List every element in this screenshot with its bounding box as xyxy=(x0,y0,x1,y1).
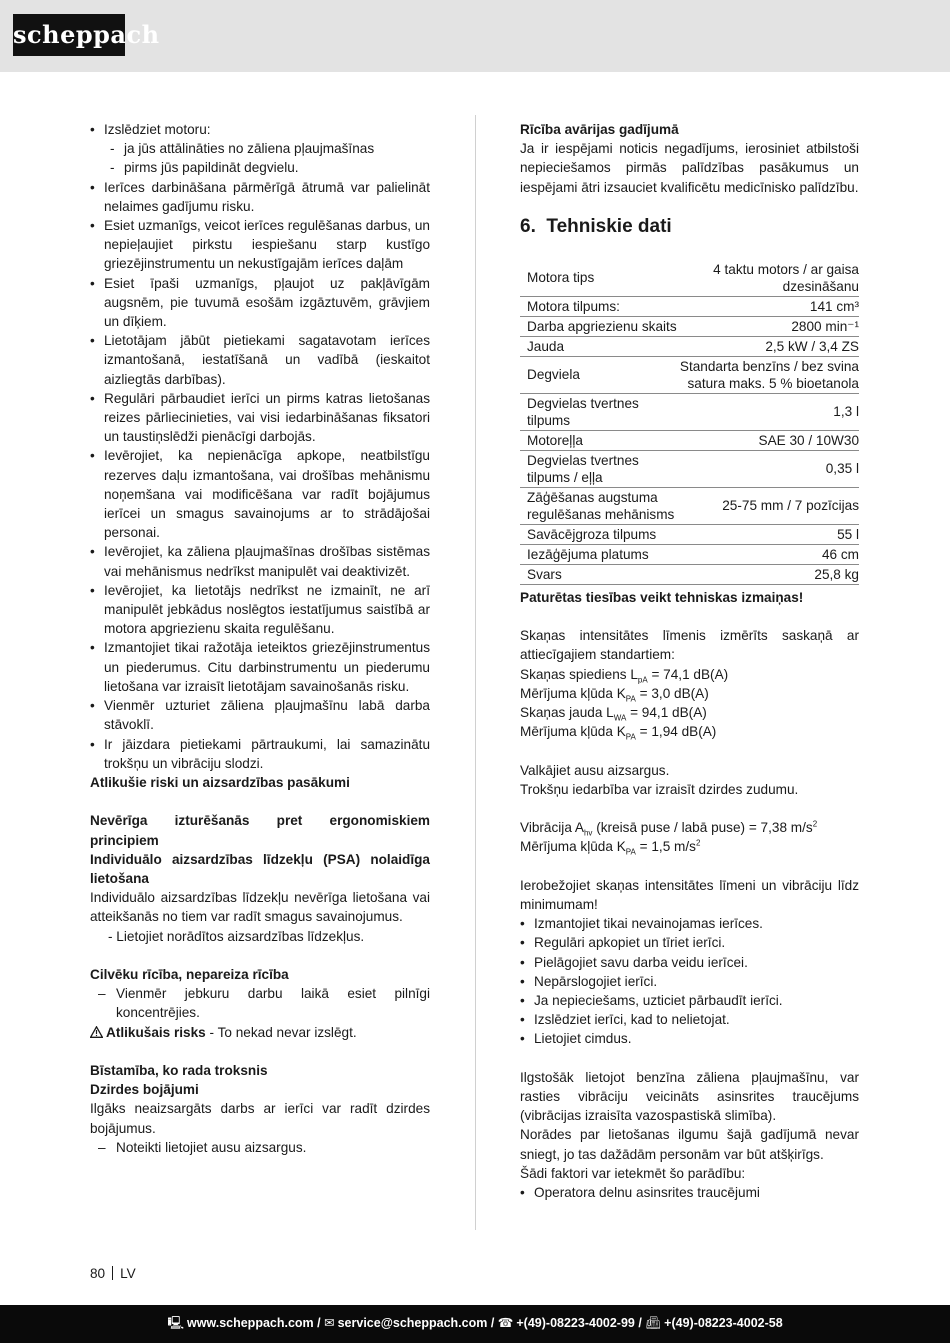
list-item: • Esiet īpaši uzmanīgs, pļaujot uz pakļāvīgām augsnēm, pie tuvumā esošām izgāztuvēm, grāvjiem un dīķiem. xyxy=(90,274,430,332)
safety-list xyxy=(90,120,430,773)
ear-protection: Valkājiet ausu aizsargus. xyxy=(520,762,670,778)
list-item: • Ievērojiet, ka zāliena pļaujmašīnas drošības sistēmas vai mehānismus nedrīkst manipulēt vai deaktivizēt. xyxy=(90,542,430,580)
measurement-error: Mērījuma kļūda $K_{PA} = 1,94$ dB(A) xyxy=(520,724,717,742)
list-item: • Pielāgojiet savu darba veidu ierīcei. xyxy=(520,953,859,972)
list-item: • Ievērojiet, ka lietotājs nedrīkst ne izmainīt, ne arī manipulēt jebkādus noslēgtos iestatījumus saistībā ar motora apgriezienu skaita regulēšanu. xyxy=(90,581,430,639)
spec-key: Jauda xyxy=(520,336,677,356)
table-row xyxy=(520,487,859,524)
page-header xyxy=(0,0,950,72)
spec-value: 141 cm³ xyxy=(677,296,859,316)
sound-power: Skaņas jauda $L_{WA} = 94,1$ dB(A) xyxy=(520,705,707,723)
phone-number: +(49)-08223-4002-99 / xyxy=(516,1316,642,1330)
spec-key: Svars xyxy=(520,564,677,584)
residual-risk-label: Atlikušais risks xyxy=(106,1024,206,1040)
left-column xyxy=(90,120,430,1157)
list-item: • Ir jāizdara pietiekami pārtraukumi, lai samazinātu trokšņu un vibrāciju slodzi. xyxy=(90,735,430,773)
sub-item: - pirms jūs papildināt degvielu. xyxy=(104,158,430,177)
section-title xyxy=(520,215,859,239)
spec-value: 25,8 kg xyxy=(677,564,859,584)
spec-key: Darba apgriezienu skaits xyxy=(520,316,677,336)
list-item: • Operatora delnu asinsrites traucējumi xyxy=(520,1183,859,1202)
spec-key: Savācējgroza tilpums xyxy=(520,524,677,544)
vibration-text: Ilgstošāk lietojot benzīna zāliena pļaujmašīnu, var rasties vibrāciju veicināts asinsrites traucējums (vibrācijas izraisīta vazospastiskā slimība). xyxy=(520,1069,859,1124)
factors-list xyxy=(520,1183,859,1202)
spec-key: Motoreļļa xyxy=(520,430,677,450)
table-row xyxy=(520,430,859,450)
residual-risks-heading: Atlikušie riski un aizsardzības pasākumi xyxy=(90,774,350,790)
email-link[interactable]: service@scheppach.com / xyxy=(337,1316,495,1330)
psa-text: Individuālo aizsardzības līdzekļu nevērīga lietošana vai atteikšanās no tiem var radīt smagus savainojumus. xyxy=(90,890,430,925)
list-item: • Vienmēr uzturiet zāliena pļaujmašīnu labā darba stāvoklī. xyxy=(90,696,430,734)
reserved-note: Paturētas tiesības veikt tehniskas izmaiņas! xyxy=(520,589,804,605)
spec-value: SAE 30 / 10W30 xyxy=(677,430,859,450)
brand-logo: scheppach xyxy=(13,14,125,56)
fax-icon: 📠︎ xyxy=(645,1316,662,1330)
motor-sub-list xyxy=(104,139,430,177)
spec-value: 25-75 mm / 7 pozīcijas xyxy=(677,487,859,524)
spec-value: 4 taktu motors / ar gaisa dzesināšanu xyxy=(677,260,859,297)
spec-key: Motora tips xyxy=(520,260,677,297)
noise-heading: Bīstamība, ko rada troksnis xyxy=(90,1062,268,1078)
behaviour-item: – Vienmēr jebkuru darbu laikā esiet pilnīgi koncentrējies. xyxy=(90,984,430,1022)
emergency-heading: Rīcība avārijas gadījumā xyxy=(520,122,679,137)
spec-value: Standarta benzīns / bez svina satura maks. 5 % bioetanola xyxy=(677,356,859,393)
sound-pressure: Skaņas spiediens $L_{pA} = 74,1$ dB(A) xyxy=(520,666,729,685)
spec-key: Degvielas tvertnes tilpums xyxy=(520,393,677,430)
ergonomics-heading: Nevērīga izturēšanās pret ergonomiskiem principiem xyxy=(90,813,430,848)
table-row xyxy=(520,316,859,336)
hearing-text: Ilgāks neaizsargāts darbs ar ierīci var radīt dzirdes bojājumus. xyxy=(90,1101,430,1136)
table-row xyxy=(520,524,859,544)
list-item: • Izslēdziet ierīci, kad to nelietojat. xyxy=(520,1010,859,1029)
mail-icon: ✉︎ xyxy=(324,1316,335,1330)
spec-key: Motora tilpums: xyxy=(520,296,677,316)
list-item: • Izmantojiet tikai nevainojamas ierīces. xyxy=(520,914,859,933)
language-code: LV xyxy=(120,1266,136,1281)
table-row xyxy=(520,544,859,564)
limit-list xyxy=(520,914,859,1048)
motor-intro: Izslēdziet motoru: xyxy=(104,122,211,137)
noise-intro: Skaņas intensitātes līmenis izmērīts saskaņā ar attiecīgajiem standartiem: xyxy=(520,628,859,663)
spec-value: 55 l xyxy=(677,524,859,544)
emergency-text: Ja ir iespējami noticis negadījums, ierosiniet atbilstoši nepieciešamos pirmās palīdzības pasākumus un iespējami ātri izsauciet kvalificētu medicīnisko palīdzību. xyxy=(520,141,859,195)
list-item: • Ievērojiet, ka nepienācīga apkope, neatbilstīgu rezerves daļu izmantošana, vai drošības mehānismu noņemšana vai modificēšana var radīt bojājumus ierīcei un smagus savainojums ar to strādājošai personai. xyxy=(90,446,430,542)
list-item: • Izmantojiet tikai ražotāja ieteiktos griezējinstrumentus un piederumus. Citu darbinstrumentu un piederumu lietošana var izraisīt lietotājam savainošanās risku. xyxy=(90,638,430,696)
spec-key: Degviela xyxy=(520,356,677,393)
behaviour-heading: Cilvēku rīcība, nepareiza rīcība xyxy=(90,966,289,982)
right-column xyxy=(520,120,859,1202)
psa-heading: Individuālo aizsardzības līdzekļu (PSA) nolaidīga lietošana xyxy=(90,851,430,886)
list-item: • Esiet uzmanīgs, veicot ierīces regulēšanas darbus, un nepieļaujiet pirkstu iespiešanu starp kustīgo griezējinstrumentu un nekustīgajām ierīces daļām xyxy=(90,216,430,274)
spec-value: 2800 min⁻¹ xyxy=(677,316,859,336)
hearing-item: – Noteikti lietojiet ausu aizsargus. xyxy=(90,1138,430,1157)
measurement-error: Mērījuma kļūda $K_{PA} = 3,0$ dB(A) xyxy=(520,685,709,704)
psa-item: - Lietojiet norādītos aizsardzības līdzekļus. xyxy=(108,928,365,944)
list-item: • Regulāri pārbaudiet ierīci un pirms katras lietošanas reizes pārliecinieties, vai visi iedarbināšanas fiksatori un taustiņslēdži pienācīgi darbojās. xyxy=(90,389,430,447)
limit-text: Ierobežojiet skaņas intensitātes līmeni un vibrāciju līdz minimumam! xyxy=(520,877,859,912)
spec-value: 0,35 l xyxy=(677,450,859,487)
list-item: • Regulāri apkopiet un tīriet ierīci. xyxy=(520,933,859,952)
list-item: • Ierīces darbināšana pārmērīgā ātrumā var palielināt nelaimes gadījumu risku. xyxy=(90,178,430,216)
warning-icon xyxy=(90,1026,103,1038)
vibration-value: Vibrācija $A_{hv}$ (kreisā puse / labā puse) = 7,38 $m/s^2$ xyxy=(520,819,818,838)
list-item: • Lietotājam jābūt pietiekami sagatavotam ierīces izmantošanā, iestatīšanā un vadībā (ieskaitot aizliegtās darbības). xyxy=(90,331,430,389)
spec-value: 2,5 kW / 3,4 ZS xyxy=(677,336,859,356)
table-row xyxy=(520,260,859,297)
spec-table xyxy=(520,260,859,585)
noise-effect: Trokšņu iedarbība var izraisīt dzirdes zudumu. xyxy=(520,781,799,797)
spec-key: Degvielas tvertnes tilpums / eļļa xyxy=(520,450,677,487)
residual-risk-note xyxy=(90,1023,430,1042)
table-row xyxy=(520,356,859,393)
phone-icon: ☎︎ xyxy=(497,1316,514,1330)
vibration-error: Mērījuma kļūda $K_{PA} = 1,5$ $m/s^2$ xyxy=(520,838,701,858)
table-row xyxy=(520,296,859,316)
spec-value: 46 cm xyxy=(677,544,859,564)
table-row xyxy=(520,393,859,430)
fax-number: +(49)-08223-4002-58 xyxy=(664,1316,783,1330)
spec-key: Zāģēšanas augstuma regulēšanas mehānisms xyxy=(520,487,677,524)
list-item: • Lietojiet cimdus. xyxy=(520,1029,859,1048)
computer-icon: 🖳︎ xyxy=(167,1316,185,1330)
usage-text: Norādes par lietošanas ilgumu šajā gadījumā nevar sniegt, jo tas dažādām personām var būt atšķirīgs. xyxy=(520,1127,859,1162)
table-row xyxy=(520,336,859,356)
spec-key: Iezāģējuma platums xyxy=(520,544,677,564)
table-row xyxy=(520,450,859,487)
page-number xyxy=(90,1266,136,1281)
section-number: 6. xyxy=(520,215,536,237)
page-footer xyxy=(0,1305,950,1343)
website-link[interactable]: www.scheppach.com / xyxy=(187,1316,321,1330)
residual-risk-text: - To nekad nevar izslēgt. xyxy=(205,1024,357,1040)
table-row xyxy=(520,564,859,584)
list-item: • Ja nepieciešams, uzticiet pārbaudīt ierīci. xyxy=(520,991,859,1010)
section-title-text: Tehniskie dati xyxy=(546,215,672,237)
page-number-value: 80 xyxy=(90,1266,106,1281)
sub-item: - ja jūs attālināties no zāliena pļaujmašīnas xyxy=(104,139,430,158)
list-item xyxy=(90,120,430,178)
list-item: • Nepārslogojiet ierīci. xyxy=(520,972,859,991)
spec-value: 1,3 l xyxy=(677,393,859,430)
hearing-heading: Dzirdes bojājumi xyxy=(90,1082,199,1098)
column-divider xyxy=(475,115,476,1230)
factors-text: Šādi faktori var ietekmēt šo parādību: xyxy=(520,1165,746,1181)
